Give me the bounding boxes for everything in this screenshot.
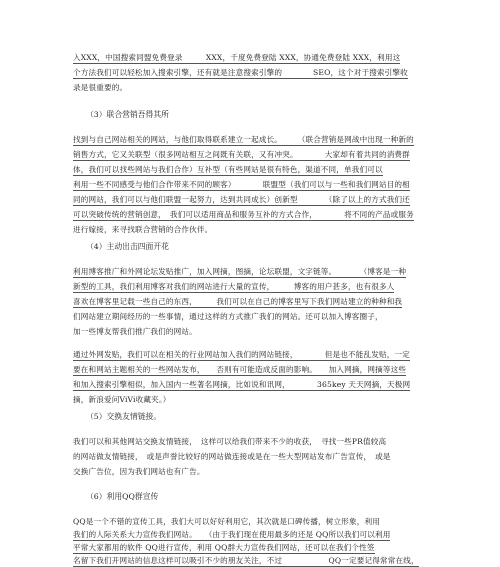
text-line: 的网站做友情链接， 或是声誉比较好的网站做连接或是在一些大型网站发布广告宣传， 或是 [73,452,391,461]
text-line: 加一些博友帮我们推广我们的网站。 [73,327,197,336]
text-line: 通过外网发贴，我们可以在相关的行业网站加入我们的网站链接， 但是也不能乱发贴，一定 [73,350,410,359]
text-line: 们网站建立期间经历的一些事情，通过这样的方式推广我们的网站。还可以加入博客圈子， [73,312,383,321]
text-line: 销售方式，它又关联型（很多网站相互之间既有关联，又有冲突。 大家却有着共同的消费群 [73,150,410,159]
text-line: 和加入搜索引擎相似，加入国内一些著名网摘，比如说和讯网， 365key 天天网摘，天极网 [73,380,411,389]
text-line: 找到与自己网站相关的网站，与他们取得联系建立一起成长。 （联合营销是网战中出现一种新的 [73,135,414,144]
text-line: 新型的工具，我们利用博客对我们的网站进行大量的宣传， 博客的用户甚多，也有很多人 [73,282,395,291]
text-line: 进行嫁接，来寻找联合营销的合作伙伴。 [73,225,213,234]
text-line: 利用一些不同感受与他们合作带来不同的顾客） 联盟型（我们可以与一些和我们网站目的相 [73,180,410,189]
section-heading: （6）利用QQ群宣传 [86,492,159,501]
section-heading: （5）交换友情链接。 [86,412,162,421]
text-line: 平常大家都用的软件 QQ进行宣传，利用 QQ群大力宣传我们网站，还可以在我们个性签 [73,543,375,552]
text-line: 要在和网站主题相关的一些网站发布， 否则有可能造成反面的影响。 加入网摘，网摘等这些 [73,365,407,374]
text-line: 同的网站，我们可以与他们联盟一起努力，达到共同成长）创新型 （除了以上的方式我们还 [73,195,410,204]
text-line: 个方法我们可以轻松加入搜索引擎，还有就是注意搜索引擎的 SEO，这个对于搜索引擎收 [73,68,408,77]
text-line: 录是很重要的。 [73,83,128,92]
text-line: 摘，新浪爱问ViVi收藏夹。） [73,395,171,404]
text-line: 我们可以和其他网站交换友情链接， 这样可以给我们带来不少的收获， 寻找一些PR值较高 [73,437,387,446]
text-line: 体，我们可以找些网站与我们合作）互补型（有些网站是很有特色，渠道不同，单我们可以 [73,165,383,174]
text-line: 可以突破传统的营销创意， 我们可以适用商品和服务互补的方式合作， 将不同的产品或服务 [73,210,414,219]
text-line: 喜欢在博客里记载一些自己的东西， 我们可以在自己的博客里写下我们网站建立的种种和我 [73,297,403,306]
text-line: 名留下我们开网站的信息这样可以吸引不少的朋友关注，不过 QQ一定要记得常常在线， [73,556,419,565]
text-line: 利用博客推广和外网论坛发贴推广，加入网摘，图摘，论坛联盟，文字链等。 （博客是一种 [73,267,407,276]
text-line: QQ是一个不错的宣传工具，我们大可以好好利用它，其次就是口碑传播，树立形象，利用 [73,517,381,526]
section-heading: （4）主动出击四面开花 [86,242,169,251]
text-line: 交换广告位，因为我们网站也有广告。 [73,467,205,476]
text-line: 我们的人际关系大力宣传我们网站。 （由于我们现在使用最多的还是 QQ所以我们可以利用 [73,530,391,539]
text-line: 入XXX，中国搜索同盟免费登录 XXX，千度免费登陆 XXX，协通免费登陆 XXX，利用这 [73,53,401,62]
section-heading: （3）联合营销吾得其所 [86,110,169,119]
